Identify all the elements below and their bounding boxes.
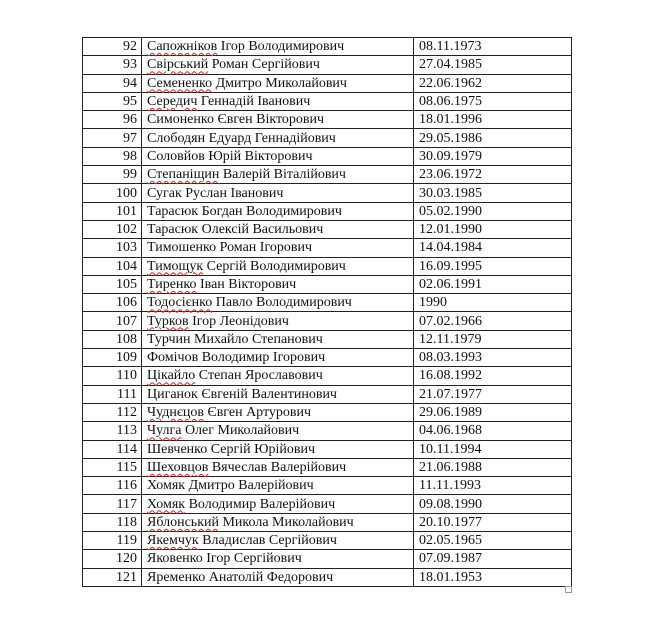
table-row bbox=[83, 440, 572, 458]
birth-date: 07.02.1966 bbox=[414, 312, 572, 330]
full-name bbox=[142, 275, 414, 293]
birth-date: 29.05.1986 bbox=[414, 129, 572, 147]
row-number: 110 bbox=[83, 367, 142, 385]
surname: Хомяк bbox=[147, 496, 186, 512]
given-names: Дмитро Миколайович bbox=[212, 75, 347, 91]
given-names: Руслан Іванович bbox=[181, 185, 284, 201]
birth-date: 02.06.1991 bbox=[414, 275, 572, 293]
surname: Яковенко bbox=[147, 551, 203, 567]
table-row bbox=[83, 513, 572, 531]
surname: Тарасюк bbox=[147, 203, 199, 219]
birth-date: 30.09.1979 bbox=[414, 147, 572, 165]
surname: Шеховцов bbox=[147, 459, 209, 475]
row-number: 118 bbox=[83, 513, 142, 531]
surname: Турчин bbox=[147, 331, 191, 347]
table-row bbox=[83, 74, 572, 92]
row-number: 106 bbox=[83, 294, 142, 312]
full-name bbox=[142, 166, 414, 184]
table-resize-handle[interactable] bbox=[565, 586, 572, 593]
table-row bbox=[83, 220, 572, 238]
row-number: 121 bbox=[83, 568, 142, 586]
full-name bbox=[142, 568, 414, 586]
full-name bbox=[142, 422, 414, 440]
row-number: 120 bbox=[83, 550, 142, 568]
table-row bbox=[83, 349, 572, 367]
table-row bbox=[83, 166, 572, 184]
table-row bbox=[83, 294, 572, 312]
table-row bbox=[83, 92, 572, 110]
given-names: Роман Ігорович bbox=[216, 240, 312, 256]
row-number: 116 bbox=[83, 477, 142, 495]
full-name bbox=[142, 367, 414, 385]
full-name bbox=[142, 92, 414, 110]
table-row bbox=[83, 38, 572, 56]
table-row bbox=[83, 184, 572, 202]
full-name bbox=[142, 330, 414, 348]
surname: Слободян bbox=[147, 130, 206, 146]
table-row bbox=[83, 330, 572, 348]
full-name bbox=[142, 294, 414, 312]
row-number: 117 bbox=[83, 495, 142, 513]
table-row bbox=[83, 312, 572, 330]
table-row bbox=[83, 458, 572, 476]
given-names: Едуард Геннадійович bbox=[205, 130, 336, 146]
row-number: 104 bbox=[83, 257, 142, 275]
birth-date: 05.02.1990 bbox=[414, 202, 572, 220]
birth-date: 14.04.1984 bbox=[414, 239, 572, 257]
surname: Тимошенко bbox=[147, 240, 217, 256]
surname: Чуднєцов bbox=[147, 405, 204, 421]
surname: Турков bbox=[147, 313, 189, 329]
table-row bbox=[83, 257, 572, 275]
birth-date: 09.08.1990 bbox=[414, 495, 572, 513]
personnel-table bbox=[82, 37, 572, 587]
birth-date: 08.06.1975 bbox=[414, 92, 572, 110]
birth-date: 27.04.1985 bbox=[414, 56, 572, 74]
given-names: Сергій Володимирович bbox=[203, 258, 346, 274]
given-names: Богдан Володимирович bbox=[198, 203, 342, 219]
table-row bbox=[83, 532, 572, 550]
given-names: Вячеслав Валерійович bbox=[208, 459, 347, 475]
table-row bbox=[83, 385, 572, 403]
birth-date: 21.07.1977 bbox=[414, 385, 572, 403]
given-names: Дмитро Валерійович bbox=[185, 478, 314, 494]
birth-date: 18.01.1953 bbox=[414, 568, 572, 586]
given-names: Євген Артурович bbox=[203, 405, 312, 421]
birth-date: 04.06.1968 bbox=[414, 422, 572, 440]
given-names: Степан Ярославович bbox=[195, 368, 323, 384]
row-number: 101 bbox=[83, 202, 142, 220]
given-names: Анатолій Федорович bbox=[205, 569, 334, 585]
full-name bbox=[142, 202, 414, 220]
given-names: Ігор Леонідович bbox=[188, 313, 289, 329]
row-number: 92 bbox=[83, 38, 142, 56]
birth-date: 11.11.1993 bbox=[414, 477, 572, 495]
full-name bbox=[142, 239, 414, 257]
birth-date: 08.03.1993 bbox=[414, 349, 572, 367]
full-name bbox=[142, 220, 414, 238]
row-number: 102 bbox=[83, 220, 142, 238]
row-number: 100 bbox=[83, 184, 142, 202]
table-row bbox=[83, 495, 572, 513]
row-number: 97 bbox=[83, 129, 142, 147]
row-number: 114 bbox=[83, 440, 142, 458]
birth-date: 16.08.1992 bbox=[414, 367, 572, 385]
full-name bbox=[142, 111, 414, 129]
row-number: 99 bbox=[83, 166, 142, 184]
full-name bbox=[142, 550, 414, 568]
table-row bbox=[83, 147, 572, 165]
birth-date: 10.11.1994 bbox=[414, 440, 572, 458]
given-names: Євгеній Валентинович bbox=[197, 386, 337, 402]
full-name bbox=[142, 56, 414, 74]
surname: Семененко bbox=[147, 75, 213, 91]
table-row bbox=[83, 403, 572, 421]
row-number: 98 bbox=[83, 147, 142, 165]
table-body bbox=[83, 38, 572, 587]
given-names: Ігор Володимирович bbox=[217, 39, 345, 55]
full-name bbox=[142, 147, 414, 165]
birth-date: 22.06.1962 bbox=[414, 74, 572, 92]
row-number: 96 bbox=[83, 111, 142, 129]
table-row bbox=[83, 422, 572, 440]
surname: Тиренко bbox=[147, 277, 197, 292]
given-names: Роман Сергійович bbox=[208, 57, 320, 73]
surname: Хомяк bbox=[147, 478, 186, 494]
surname: Тимощук bbox=[147, 258, 204, 274]
full-name bbox=[142, 532, 414, 550]
surname: Тарасюк bbox=[147, 222, 199, 238]
row-number: 105 bbox=[83, 275, 142, 293]
birth-date: 08.11.1973 bbox=[414, 38, 572, 56]
given-names: Олег Миколайович bbox=[181, 423, 300, 439]
table-row bbox=[83, 550, 572, 568]
row-number: 111 bbox=[83, 385, 142, 403]
given-names: Валерій Віталійович bbox=[219, 167, 346, 183]
table-row bbox=[83, 111, 572, 129]
surname: Сугак bbox=[147, 185, 182, 201]
surname: Яблонський bbox=[147, 514, 219, 530]
birth-date: 12.11.1979 bbox=[414, 330, 572, 348]
birth-date: 02.05.1965 bbox=[414, 532, 572, 550]
row-number: 109 bbox=[83, 349, 142, 367]
full-name bbox=[142, 403, 414, 421]
row-number: 94 bbox=[83, 74, 142, 92]
full-name bbox=[142, 74, 414, 92]
table-row bbox=[83, 275, 572, 293]
table-row bbox=[83, 367, 572, 385]
surname: Свірський bbox=[147, 57, 209, 73]
surname: Яременко bbox=[147, 569, 206, 585]
given-names: Євген Вікторович bbox=[213, 112, 325, 128]
given-names: Іван Вікторович bbox=[196, 277, 297, 292]
birth-date: 30.03.1985 bbox=[414, 184, 572, 202]
given-names: Юрій Вікторович bbox=[204, 148, 313, 164]
surname: Соловйов bbox=[147, 148, 205, 164]
full-name bbox=[142, 385, 414, 403]
birth-date: 23.06.1972 bbox=[414, 166, 572, 184]
surname: Степаніщин bbox=[147, 167, 220, 183]
given-names: Микола Миколайович bbox=[218, 514, 354, 530]
table-row bbox=[83, 568, 572, 586]
surname: Сапожніков bbox=[147, 39, 218, 55]
given-names: Павло Володимирович bbox=[212, 295, 352, 311]
row-number: 113 bbox=[83, 422, 142, 440]
full-name bbox=[142, 184, 414, 202]
surname: Цікайло bbox=[147, 368, 196, 384]
row-number: 119 bbox=[83, 532, 142, 550]
surname: Середич bbox=[147, 94, 198, 110]
surname: Тодосієнко bbox=[147, 295, 213, 311]
birth-date: 29.06.1989 bbox=[414, 403, 572, 421]
given-names: Геннадій Іванович bbox=[197, 94, 311, 110]
given-names: Олексій Васильович bbox=[198, 222, 324, 238]
table-row bbox=[83, 239, 572, 257]
row-number: 112 bbox=[83, 403, 142, 421]
table-row bbox=[83, 202, 572, 220]
table-row bbox=[83, 56, 572, 74]
surname: Фомічов bbox=[147, 350, 199, 366]
table-row bbox=[83, 129, 572, 147]
row-number: 115 bbox=[83, 458, 142, 476]
full-name bbox=[142, 129, 414, 147]
surname: Циганок bbox=[147, 386, 198, 402]
row-number: 95 bbox=[83, 92, 142, 110]
full-name bbox=[142, 513, 414, 531]
full-name bbox=[142, 349, 414, 367]
surname: Шевченко bbox=[147, 441, 208, 457]
given-names: Володимир Ігорович bbox=[198, 350, 326, 366]
full-name bbox=[142, 495, 414, 513]
row-number: 108 bbox=[83, 330, 142, 348]
birth-date: 1990 bbox=[414, 294, 572, 312]
row-number: 93 bbox=[83, 56, 142, 74]
full-name bbox=[142, 440, 414, 458]
row-number: 107 bbox=[83, 312, 142, 330]
row-number: 103 bbox=[83, 239, 142, 257]
surname: Чулга bbox=[147, 423, 182, 439]
given-names: Ігор Сергійович bbox=[202, 551, 302, 567]
given-names: Сергій Юрійович bbox=[207, 441, 316, 457]
table-row bbox=[83, 477, 572, 495]
birth-date: 21.06.1988 bbox=[414, 458, 572, 476]
full-name bbox=[142, 38, 414, 56]
full-name bbox=[142, 458, 414, 476]
surname: Якемчук bbox=[147, 533, 199, 549]
birth-date: 18.01.1996 bbox=[414, 111, 572, 129]
birth-date: 20.10.1977 bbox=[414, 513, 572, 531]
full-name bbox=[142, 477, 414, 495]
given-names: Володимир Валерійович bbox=[185, 496, 336, 512]
birth-date: 12.01.1990 bbox=[414, 220, 572, 238]
surname: Симоненко bbox=[147, 112, 214, 128]
full-name bbox=[142, 312, 414, 330]
given-names: Михайло Степанович bbox=[190, 331, 323, 347]
full-name bbox=[142, 257, 414, 275]
given-names: Владислав Сергійович bbox=[198, 533, 337, 549]
birth-date: 16.09.1995 bbox=[414, 257, 572, 275]
birth-date: 07.09.1987 bbox=[414, 550, 572, 568]
